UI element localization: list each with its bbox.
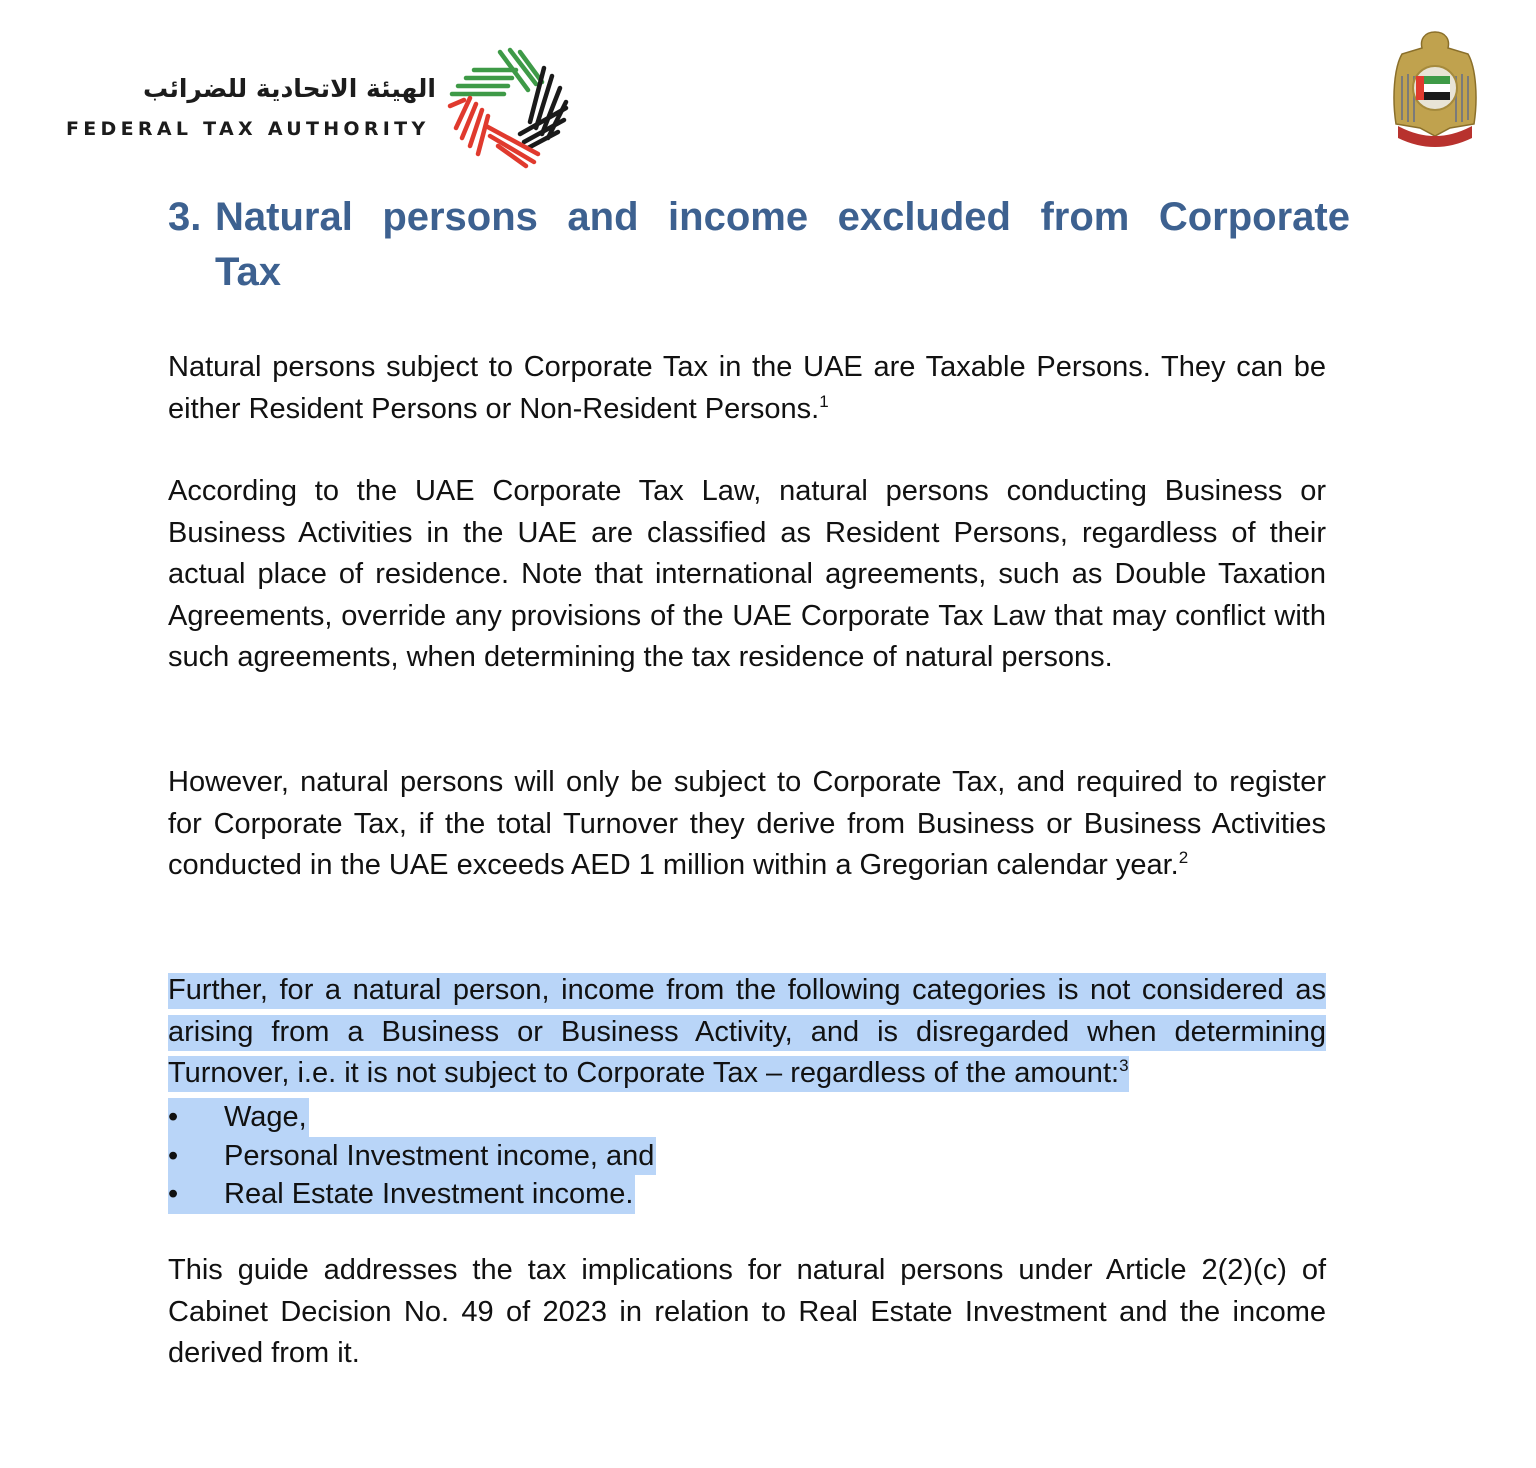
list-item-label: Real Estate Investment income. — [224, 1178, 634, 1210]
paragraph-resident-persons — [168, 471, 1326, 679]
paragraph-text: Further, for a natural person, income from the following categories is not considered as arising from a Business or Business Activity, and is disregarded when determining Turnover, i.e. it is not subject to Corporate Tax – regardless of the amount: — [168, 974, 1326, 1090]
footnote-ref-3[interactable]: 3 — [1119, 1056, 1129, 1076]
fta-logo-arabic-text: الهيئة الاتحادية للضرائب — [143, 74, 436, 103]
paragraph-text: This guide addresses the tax implications for natural persons under Article 2(2)(c) of Cabinet Decision No. 49 of 2023 in relation to Real Estate Investment and the income derived from it. — [168, 1254, 1326, 1370]
excluded-income-list — [168, 1098, 656, 1214]
list-item — [168, 1098, 656, 1137]
paragraph-guide-scope — [168, 1250, 1326, 1375]
section-heading — [168, 190, 1350, 300]
fta-logo-english-text: FEDERAL TAX AUTHORITY — [66, 118, 430, 140]
section-number: 3. — [168, 195, 202, 239]
bullet-marker: • — [168, 1139, 179, 1172]
footnote-ref-1[interactable]: 1 — [819, 391, 829, 411]
paragraph-text: However, natural persons will only be subject to Corporate Tax, and required to register for Corporate Tax, if the total Turnover they derive from Business or Business Activities conducted in the UAE exceeds AED 1 million within a Gregorian calendar year. — [168, 766, 1326, 882]
fta-star-emblem-icon — [442, 42, 572, 172]
paragraph-taxable-persons — [168, 347, 1326, 430]
fta-logo — [62, 42, 582, 172]
document-page-content — [168, 190, 1350, 1370]
footnote-ref-2[interactable]: 2 — [1178, 848, 1189, 868]
paragraph-text: According to the UAE Corporate Tax Law, natural persons conducting Business or Business Activities in the UAE are classified as Resident Persons, regardless of their actual place of residence. Note that international agreements, such as Double Taxation Agreements, override any provisions of the UAE Corporate Tax Law that may conflict with such agreements, when determining the tax residence of natural persons. — [168, 475, 1326, 674]
paragraph-turnover-threshold — [168, 762, 1326, 887]
paragraph-text: Natural persons subject to Corporate Tax in the UAE are Taxable Persons. They can be either Resident Persons or Non-Resident Persons. — [168, 351, 1326, 425]
selected-text[interactable] — [168, 1098, 309, 1137]
bullet-marker: • — [168, 1101, 179, 1133]
section-title: Natural persons and income excluded from Corporate Tax — [215, 195, 1350, 294]
paragraph-excluded-income — [168, 970, 1326, 1095]
list-item-label: Personal Investment income, and — [224, 1139, 655, 1172]
list-item — [168, 1137, 656, 1176]
selected-text[interactable] — [168, 1137, 656, 1176]
bullet-marker: • — [168, 1178, 179, 1210]
selected-text[interactable] — [168, 973, 1326, 1092]
list-item-label: Wage, — [224, 1101, 307, 1133]
document-header — [0, 0, 1536, 180]
selected-text[interactable] — [168, 1175, 635, 1214]
uae-falcon-emblem-icon — [1380, 28, 1490, 148]
list-item — [168, 1175, 656, 1214]
